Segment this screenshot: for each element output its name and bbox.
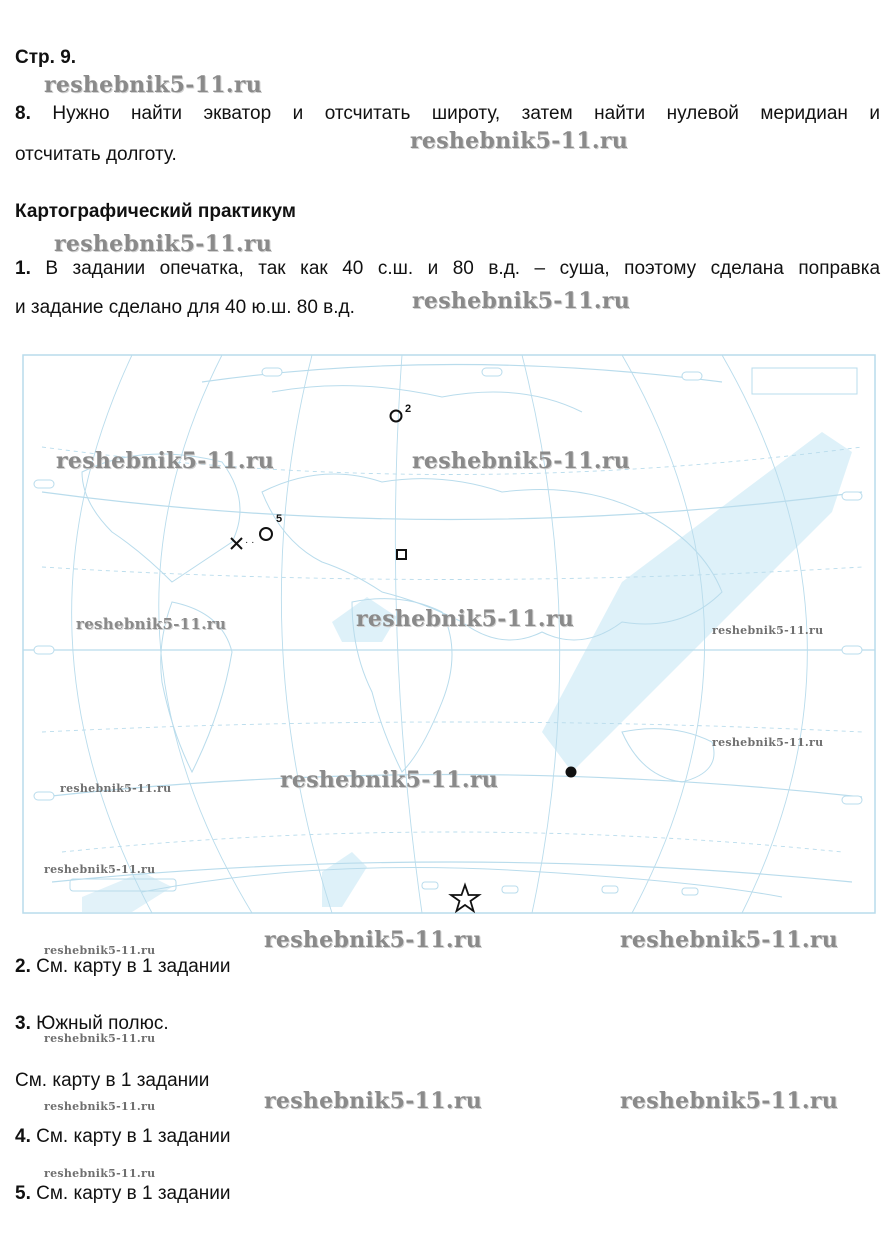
answer-2-number: 2. <box>15 956 31 977</box>
watermark: reshebnik5-11.ru <box>60 782 172 795</box>
watermark: reshebnik5-11.ru <box>44 1100 156 1113</box>
watermark: reshebnik5-11.ru <box>44 1032 156 1045</box>
marker-2-label: 2 <box>405 403 412 415</box>
section-title: Картографический практикум <box>15 201 296 222</box>
watermark: reshebnik5-11.ru <box>44 72 263 98</box>
task-8-text-1: Нужно найти экватор и отсчитать широту, затем найти нулевой меридиан и <box>52 103 881 124</box>
watermark: reshebnik5-11.ru <box>264 1088 483 1114</box>
watermark: reshebnik5-11.ru <box>56 448 275 474</box>
watermark: reshebnik5-11.ru <box>712 736 824 749</box>
task-8-line-2: отсчитать долготу. <box>15 144 177 165</box>
answer-2-text: См. карту в 1 задании <box>36 956 231 977</box>
task-1-number: 1. <box>15 258 31 279</box>
watermark: reshebnik5-11.ru <box>412 288 631 314</box>
answer-3-number: 3. <box>15 1013 31 1034</box>
answer-5-text: См. карту в 1 задании <box>36 1183 231 1204</box>
task-1-line-1 <box>15 257 880 281</box>
answer-3-note: См. карту в 1 задании <box>15 1070 210 1091</box>
watermark: reshebnik5-11.ru <box>410 128 629 154</box>
watermark: reshebnik5-11.ru <box>264 927 483 953</box>
watermark: reshebnik5-11.ru <box>620 927 839 953</box>
watermark: reshebnik5-11.ru <box>280 767 499 793</box>
answer-4 <box>15 1125 231 1149</box>
watermark: reshebnik5-11.ru <box>620 1088 839 1114</box>
svg-text:· ·: · · <box>245 537 255 548</box>
answer-2 <box>15 955 231 979</box>
task-8-line-1 <box>15 102 880 126</box>
watermark: reshebnik5-11.ru <box>44 1167 156 1180</box>
watermark: reshebnik5-11.ru <box>44 863 156 876</box>
square-marker <box>397 550 406 559</box>
answer-5-number: 5. <box>15 1183 31 1204</box>
watermark: reshebnik5-11.ru <box>356 606 575 632</box>
watermark: reshebnik5-11.ru <box>44 944 156 957</box>
marker-2 <box>391 403 412 422</box>
filled-dot-marker <box>566 767 577 778</box>
watermark: reshebnik5-11.ru <box>712 624 824 637</box>
watermark: reshebnik5-11.ru <box>54 231 273 257</box>
task-1-line-2: и задание сделано для 40 ю.ш. 80 в.д. <box>15 297 355 318</box>
marker-5-label: 5 <box>276 513 283 525</box>
task-8-number: 8. <box>15 103 31 124</box>
watermark: reshebnik5-11.ru <box>412 448 631 474</box>
page-reference: Стр. 9. <box>15 47 77 68</box>
marker-5 <box>231 513 282 549</box>
answer-4-text: См. карту в 1 задании <box>36 1126 231 1147</box>
answer-5 <box>15 1182 231 1206</box>
watermark: reshebnik5-11.ru <box>76 615 227 633</box>
answer-4-number: 4. <box>15 1126 31 1147</box>
task-1-text-1: В задании опечатка, так как 40 с.ш. и 80 в.д. – суша, поэтому сделана поправка <box>45 258 881 279</box>
answer-3-text: Южный полюс. <box>36 1013 169 1034</box>
star-marker <box>451 885 479 911</box>
